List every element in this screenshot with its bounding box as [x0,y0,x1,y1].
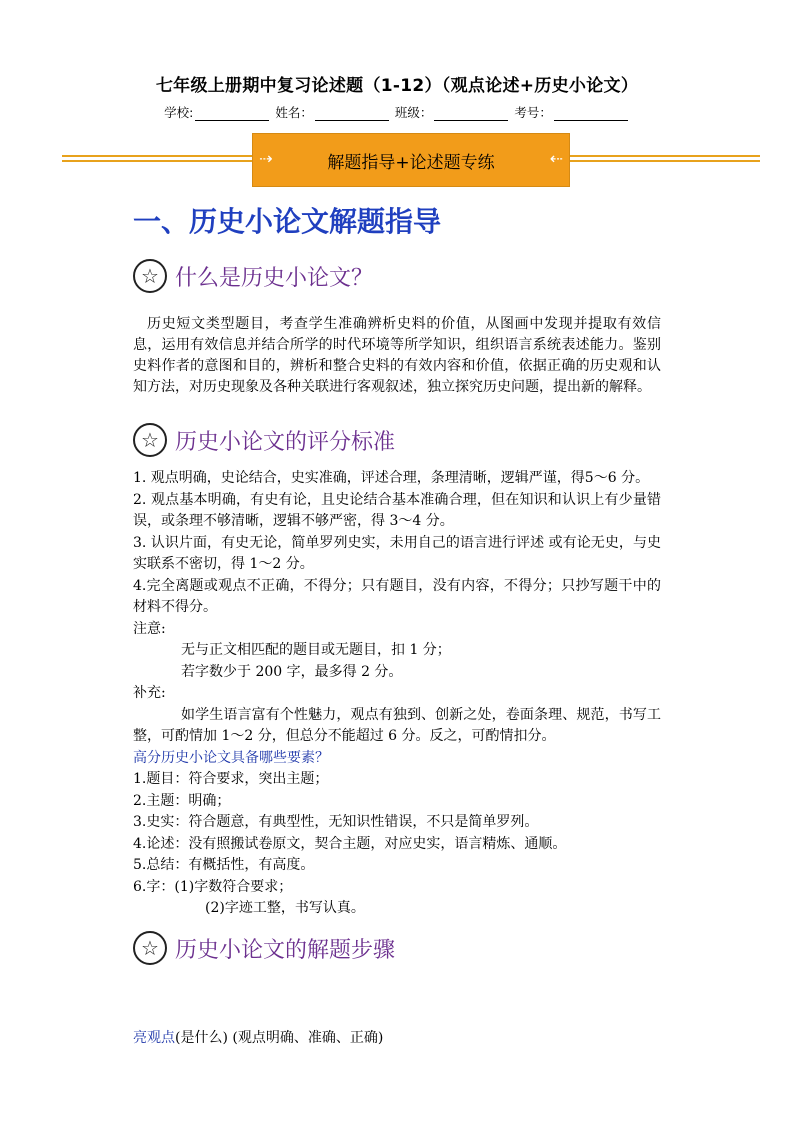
element-item: 1.题目：符合要求，突出主题； [133,771,329,787]
section-label: 什么是历史小论文？ [175,265,374,291]
document-title: 七年级上册期中复习论述题（1-12）（观点论述+历史小论文） [155,76,639,96]
chevron-left-icon: ⇠ [549,149,563,168]
criteria-item: 1. 观点明确，史论结合，史实准确，评述合理，条理清晰，逻辑严谨，得5～6 分。 [133,470,650,486]
intro-paragraph: 历史短文类型题目，考查学生准确辨析史料的价值，从图画中发现并提取有效信息，运用有效信息并结合所学的时代环境等所学知识，组织语言系统表述能力。鉴别史料作者的意图和目的，辨析和整合史料的有效内容和价值，依据正确的历史观和认知方法，对历史现象及各种关联进行客观叙述，独立探究历史问题，提出新的解释。 [133,316,661,395]
element-item: 6.字：(1)字数符合要求； [133,878,293,895]
star-icon: ☆ [133,423,167,457]
elements-heading: 高分历史小论文具备哪些要素？ [133,749,329,766]
right-rule-bottom [570,160,760,162]
note-item: 若字数少于 200 字，最多得 2 分。 [181,663,403,680]
name-label: 姓名： [275,105,313,120]
student-info-line [0,103,794,121]
supplement-text: 如学生语言富有个性魅力，观点有独到、创新之处，卷面条理、规范，书写工整，可酌情加 1～2 分，但总分不能超过 6 分。反之，可酌情扣分。 [133,706,661,744]
element-item: 5.总结：有概括性，有高度。 [133,857,315,873]
left-rule-top [62,155,252,157]
criteria-item: 4.完全离题或观点不正确，不得分；只有题目，没有内容，不得分；只抄写题干中的材料不得分。 [133,577,661,615]
exam-number-blank[interactable] [554,107,628,121]
supplement-label: 补充: [133,685,166,701]
left-rule-bottom [62,160,252,162]
exam-number-label: 考号： [514,105,552,120]
criteria-item: 2. 观点基本明确，有史有论，且史论结合基本准确合理，但在知识和认识上有少量错误，或条理不够清晰，逻辑不够严密，得 3～4 分。 [133,491,661,529]
banner-label: 解题指导+论述题专练 [327,152,495,173]
star-icon: ☆ [133,259,167,293]
note-item: 无与正文相匹配的题目或无题目，扣 1 分； [181,642,451,658]
step-one-detail: (是什么) (观点明确、准确、正确) [175,1030,384,1046]
chevron-right-icon: ⇢ [259,149,273,168]
topic-banner [252,133,570,187]
section-heading-what [133,256,373,296]
name-blank[interactable] [315,107,389,121]
element-item: (2)字迹工整，书写认真。 [205,900,365,916]
criteria-block [133,468,661,920]
step-one-label: 亮观点 [133,1030,175,1046]
section-label: 历史小论文的解题步骤 [175,937,396,963]
step-one-line [133,1027,383,1047]
section-heading-steps [133,928,395,968]
section-heading-criteria [133,420,395,460]
section-label: 历史小论文的评分标准 [175,429,396,455]
element-item: 3.史实：符合题意，有典型性，无知识性错误，不只是简单罗列。 [133,814,539,830]
element-item: 4.论述：没有照搬试卷原文，契合主题，对应史实，语言精炼、通顺。 [133,835,567,852]
star-icon: ☆ [133,931,167,965]
right-rule-top [570,155,760,157]
main-heading: 一、历史小论文解题指导 [133,205,442,238]
criteria-item: 3. 认识片面，有史无论，简单罗列史实，未用自己的语言进行评述 或有论无史，与史实联系不密切，得 1～2 分。 [133,534,661,572]
school-label: 学校: [164,105,194,120]
class-blank[interactable] [434,107,508,121]
class-label: 班级： [394,105,433,120]
note-label: 注意: [133,620,166,637]
school-blank[interactable] [195,107,269,121]
element-item: 2.主题：明确； [133,792,231,809]
